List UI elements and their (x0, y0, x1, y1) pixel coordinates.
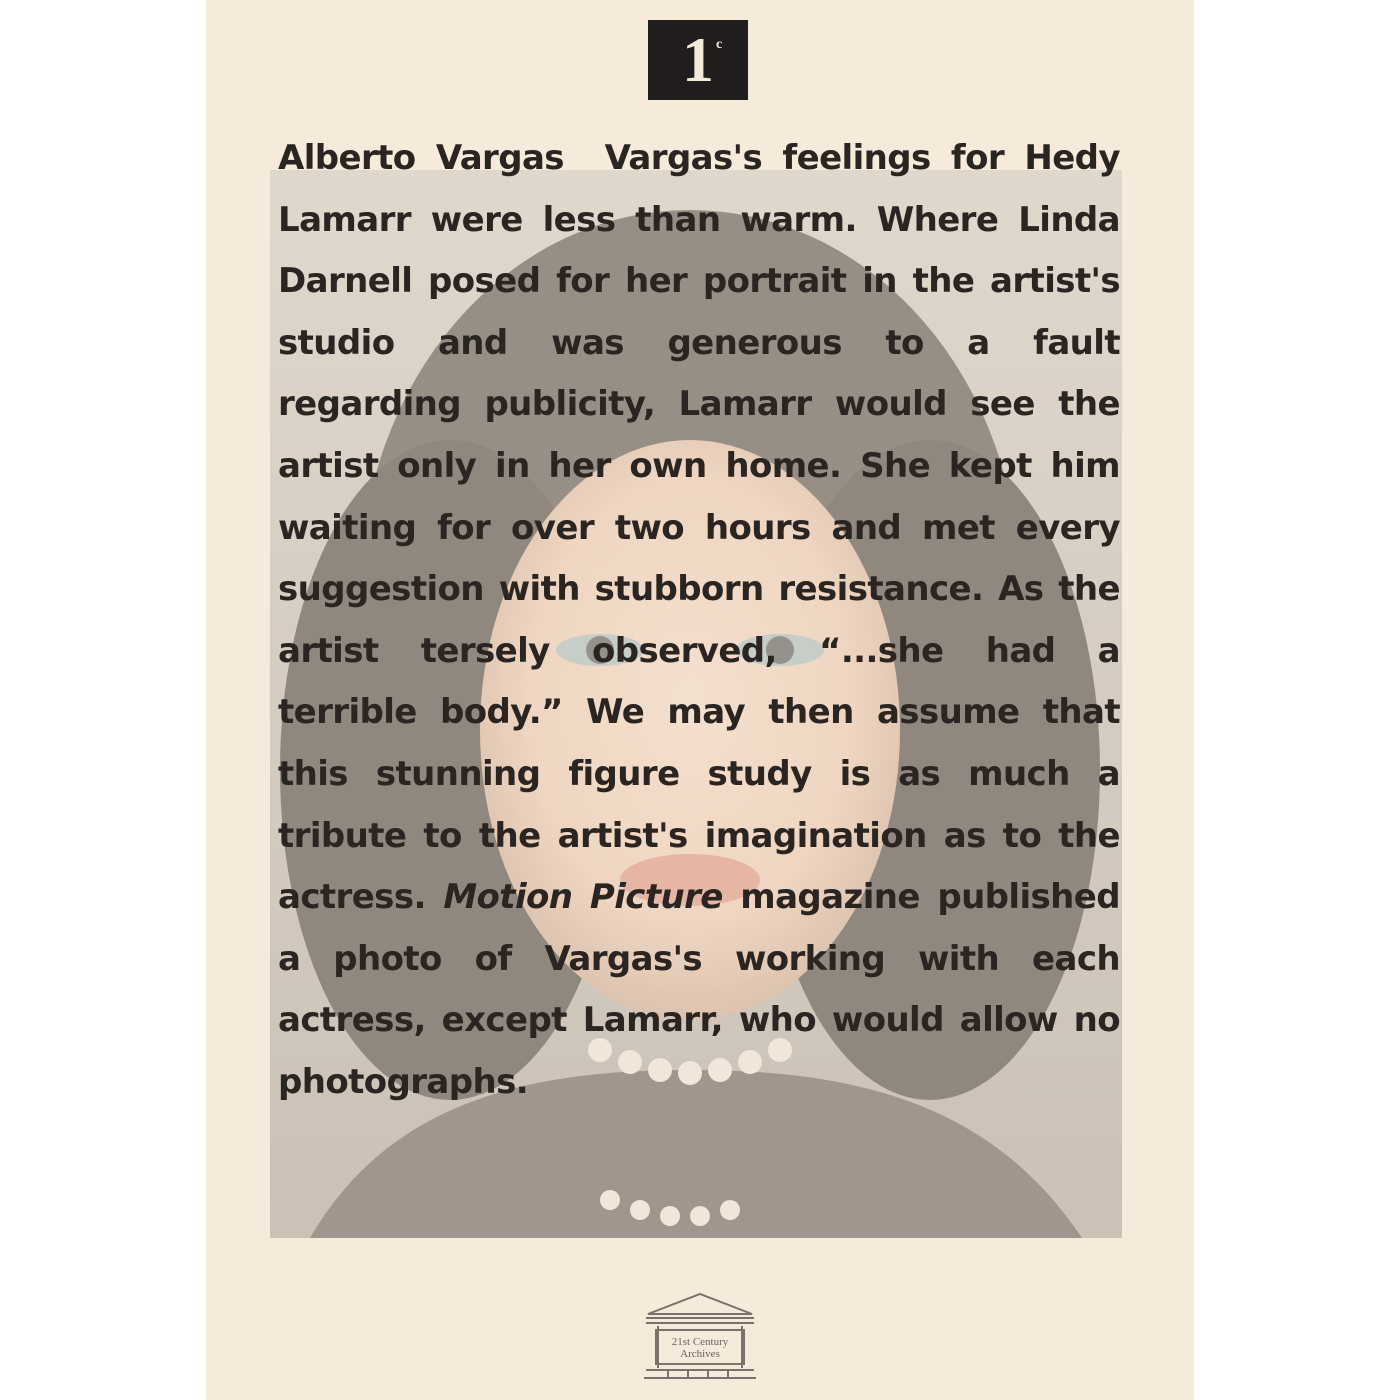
trading-card-back (206, 0, 1194, 1400)
description-part1: Vargas's feelings for Hedy Lamarr were less than warm. Where Linda Darnell posed for her portrait in the artist's studio and was generous to a fault regarding publicity, Lamarr would see the artist only in her own home. She kept him waiting for over two hours and met every suggestion with stubborn resistance. As the artist tersely observed, “...she had a terrible body.” We may then assume that this stunning figure study is as much a tribute to the artist's imagination as to the actress. (278, 138, 1120, 918)
artist-name: Alberto Vargas (278, 138, 564, 178)
publisher-name (658, 1336, 742, 1360)
card-number-badge (648, 20, 748, 100)
publisher-logo (638, 1290, 762, 1386)
card-description (278, 128, 1120, 1114)
publisher-line2: Archives (680, 1348, 720, 1360)
description-part2: magazine published a photo of Vargas's working with each actress, except Lamarr, who would allow no photographs. (278, 877, 1120, 1102)
card-number-mark: c (716, 37, 723, 52)
card-number: 1 (682, 24, 714, 95)
publication-title: Motion Picture (443, 877, 723, 918)
publisher-line1: 21st Century (671, 1336, 729, 1348)
